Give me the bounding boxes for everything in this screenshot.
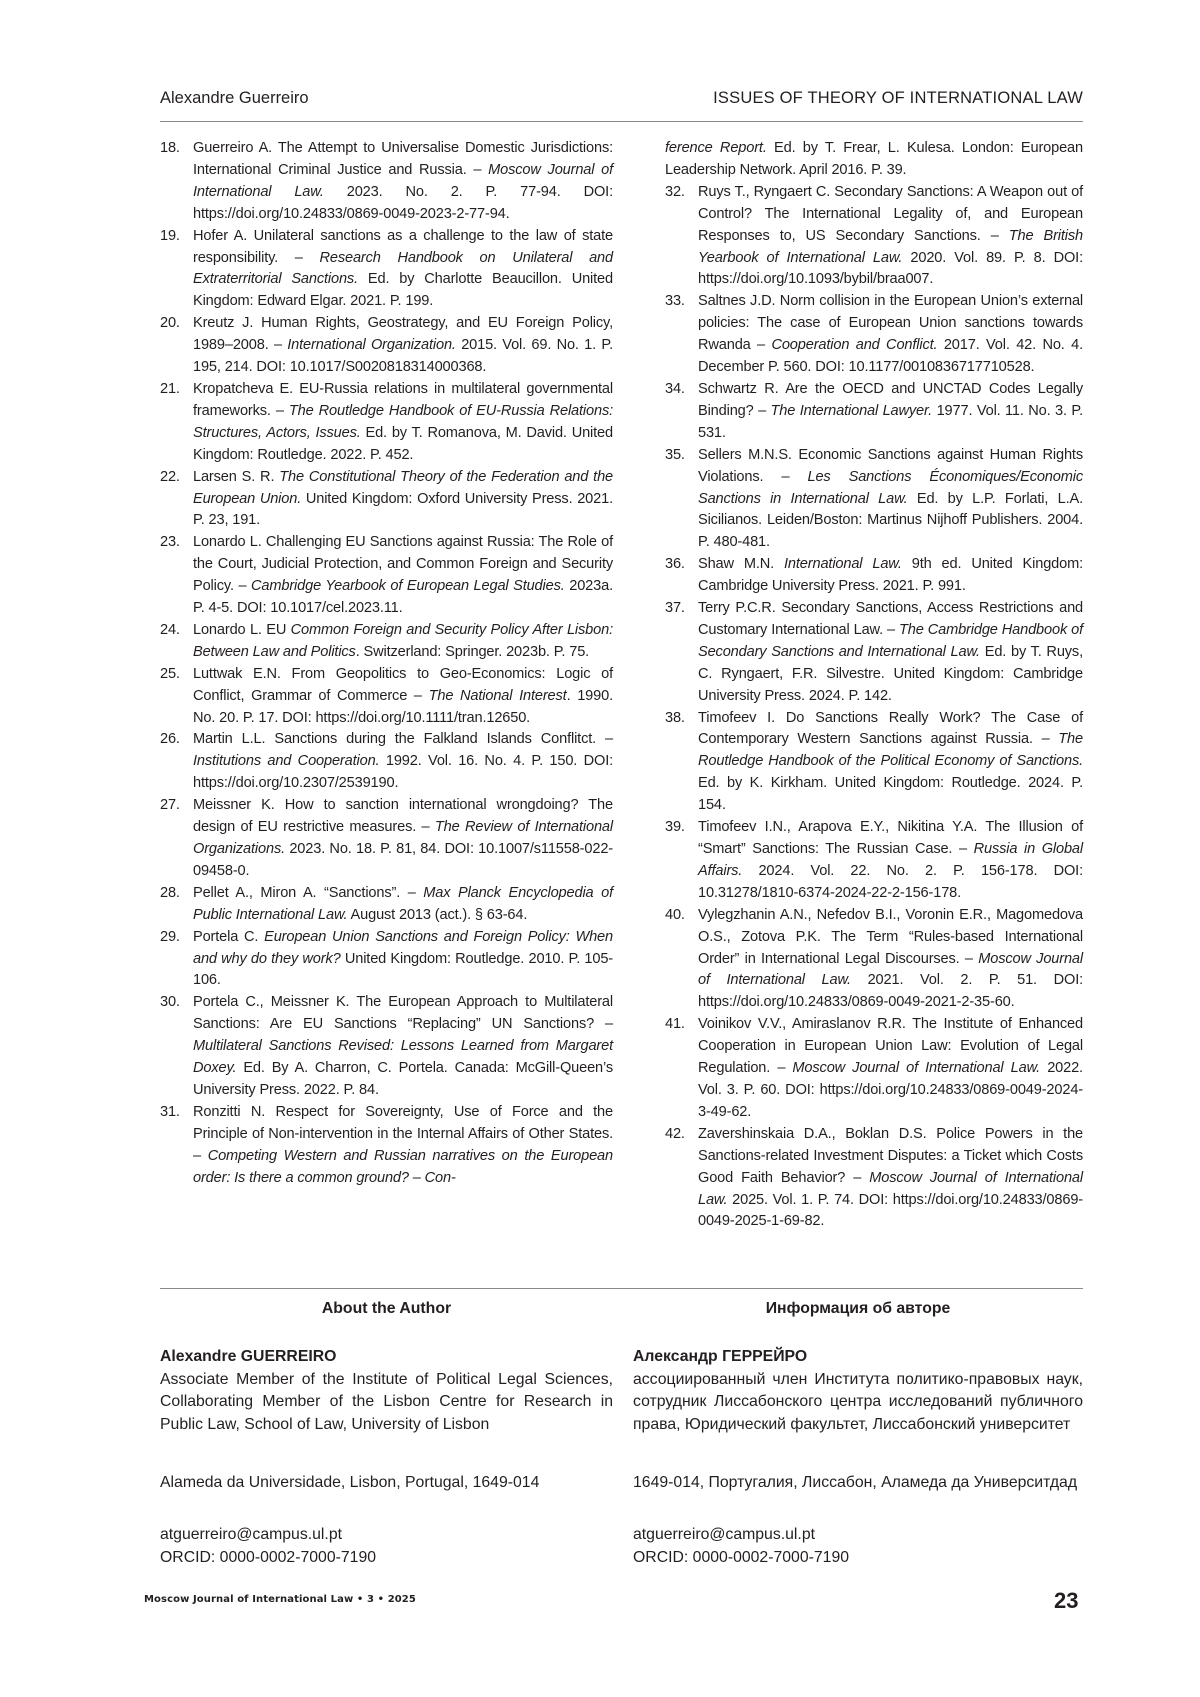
reference-number: 31. <box>160 1103 180 1120</box>
reference-italic-title: Cambridge Yearbook of European Legal Studies. <box>251 578 565 595</box>
reference-item <box>665 554 1083 598</box>
reference-item <box>160 620 613 664</box>
reference-italic-title: European Union Sanctions and Foreign Policy: When and why do they work? <box>193 928 613 967</box>
reference-number: 33. <box>665 293 685 310</box>
reference-text: Hofer A. Unilateral sanctions as a challenge to the law of state responsibility. – <box>193 227 613 266</box>
section-divider <box>160 1288 1083 1289</box>
reference-number: 36. <box>665 556 685 573</box>
reference-item <box>665 1124 1083 1234</box>
reference-item <box>665 291 1083 379</box>
reference-italic-title: The Routledge Handbook of EU-Russia Relations: Structures, Actors, Issues. <box>193 402 614 441</box>
reference-number: 41. <box>665 1016 685 1033</box>
reference-number: 20. <box>160 315 180 332</box>
reference-italic-title: International Organization. <box>287 337 456 354</box>
author-address-ru: 1649-014, Португалия, Лиссабон, Аламеда да Университдад <box>633 1474 1078 1491</box>
about-author-title: About the Author <box>321 1300 452 1317</box>
reference-text: Kreutz J. Human Rights, Geostrategy, and EU Foreign Policy, 1989–2008. – <box>193 315 613 354</box>
author-orcid-ru: ORCID: 0000-0002-7000-7190 <box>633 1549 850 1566</box>
reference-text: Ed. By A. Charron, C. Portela. Canada: McGill-Queen’s University Press. 2022. P. 84. <box>193 1060 613 1098</box>
reference-italic-title: Research Handbook on Unilateral and Extraterritorial Sanctions. <box>193 249 613 288</box>
reference-italic-title: Les Sanctions Économiques/Economic Sanctions in International Law. <box>698 468 1083 507</box>
reference-number: 37. <box>665 600 685 617</box>
reference-text: Ed. by Charlotte Beaucillon. United Kingdom: Edward Elgar. 2021. P. 199. <box>193 271 613 310</box>
reference-italic-title: Competing Western and Russian narratives on the European order: Is there a common ground? – Con- <box>193 1147 613 1186</box>
reference-item <box>665 445 1083 555</box>
reference-item <box>665 598 1083 708</box>
reference-text: 2023. No. 18. P. 81, 84. DOI: 10.1007/s11558-022-09458-0. <box>193 841 613 879</box>
author-orcid: ORCID: 0000-0002-7000-7190 <box>160 1549 377 1566</box>
reference-item <box>160 532 613 620</box>
reference-number: 29. <box>160 928 180 945</box>
reference-text: Portela C., Meissner K. The European Approach to Multilateral Sanctions: Are EU Sanctions “Replacing” UN Sanctions? – <box>193 994 613 1033</box>
reference-text: Guerreiro A. The Attempt to Universalise Domestic Jurisdictions: International Criminal Justice and Russia. – <box>193 140 613 178</box>
reference-text: Lonardo L. EU <box>193 621 291 638</box>
reference-number: 40. <box>665 906 685 923</box>
reference-italic-title: Moscow Journal of International Law. <box>792 1060 1041 1077</box>
reference-text: Larsen S. R. <box>193 468 280 485</box>
reference-italic-title: Moscow Journal of International Law. <box>698 950 1083 989</box>
reference-text: Timofeev I.N., Arapova E.Y., Nikitina Y.A. The Illusion of “Smart” Sanctions: The Russian Case. – <box>698 819 1083 857</box>
reference-item <box>160 138 613 226</box>
reference-number: 24. <box>160 621 180 638</box>
reference-text: 1992. Vol. 16. No. 4. P. 150. DOI: https://doi.org/10.2307/2539190. <box>193 753 614 792</box>
reference-text: Terry P.C.R. Secondary Sanctions, Access Restrictions and Customary International Law. – <box>698 600 1083 638</box>
author-name: Alexandre GUERREIRO <box>160 1348 337 1365</box>
reference-number: 19. <box>160 227 180 244</box>
reference-number: 18. <box>160 140 180 156</box>
reference-number: 39. <box>665 819 685 836</box>
reference-italic-title: The International Lawyer. <box>770 402 933 419</box>
reference-number: 25. <box>160 665 180 682</box>
reference-item <box>665 182 1083 292</box>
reference-text: 2023. No. 2. P. 77-94. DOI: https://doi.org/10.24833/0869-0049-2023-2-77-94. <box>193 183 613 222</box>
reference-text: Portela C. <box>193 928 265 945</box>
reference-text: 1977. Vol. 11. No. 3. P. 531. <box>698 402 1083 441</box>
reference-text: Lonardo L. Challenging EU Sanctions against Russia: The Role of the Court, Judicial Protection, and Common Foreign and Security Policy. – <box>193 534 613 595</box>
reference-text: Meissner K. How to sanction international wrongdoing? The design of EU restrictive measures. – <box>193 797 613 836</box>
reference-text: United Kingdom: Routledge. 2010. P. 105-106. <box>193 950 613 989</box>
reference-text: Ruys T., Ryngaert C. Secondary Sanctions: A Weapon out of Control? The International Legality of, and European Responses to, US Secondary Sanctions. – <box>698 183 1083 244</box>
reference-italic-title: Common Foreign and Security Policy After Lisbon: Between Law and Politics <box>193 621 613 660</box>
reference-item <box>665 1014 1083 1124</box>
reference-item <box>665 817 1083 905</box>
reference-italic-title: Russia in Global Affairs. <box>698 841 1083 879</box>
author-email[interactable]: atguerreiro@campus.ul.pt <box>160 1526 342 1543</box>
reference-text: 2022. Vol. 3. P. 60. DOI: https://doi.org/10.24833/0869-0049-2024-3-49-62. <box>698 1060 1083 1120</box>
author-affiliation-ru: ассоциированный член Института политико-правовых наук, сотрудник Лиссабонского центра исследований публичного права, Юридический факультет, Лиссабонский университет <box>633 1370 1083 1433</box>
reference-item <box>160 226 613 314</box>
reference-text: . Switzerland: Springer. 2023b. P. 75. <box>355 643 590 660</box>
author-affiliation: Associate Member of the Institute of Political Legal Sciences, Collaborating Member of the Lisbon Centre for Research in Public Law, School of Law, University of Lisbon <box>160 1370 613 1433</box>
reference-number: 38. <box>665 709 685 726</box>
reference-italic-title: Moscow Journal of International Law. <box>698 1169 1083 1208</box>
reference-number: 30. <box>160 994 180 1011</box>
reference-text: Shaw M.N. <box>698 556 785 573</box>
reference-text: Ed. by K. Kirkham. United Kingdom: Routledge. 2024. P. 154. <box>698 775 1083 814</box>
reference-italic-title: The Routledge Handbook of the Political Economy of Sanctions. <box>698 731 1083 770</box>
footer-journal-info: Moscow Journal of International Law • 3 • 2025 <box>144 1594 416 1605</box>
reference-number: 35. <box>665 446 685 463</box>
reference-text: United Kingdom: Oxford University Press. 2021. P. 23, 191. <box>193 490 613 529</box>
reference-text: Timofeev I. Do Sanctions Really Work? The Case of Contemporary Western Sanctions against Russia. – <box>698 709 1083 748</box>
reference-text: 2015. Vol. 69. No. 1. P. 195, 214. DOI: 10.1017/S0020818314000368. <box>193 337 613 376</box>
reference-text: Ed. by T. Romanova, M. David. United Kingdom: Routledge. 2022. P. 452. <box>193 424 613 463</box>
reference-italic-title: International Law. <box>784 556 902 573</box>
reference-item <box>665 138 1083 182</box>
author-email-ru[interactable]: atguerreiro@campus.ul.pt <box>633 1526 815 1543</box>
reference-item <box>160 883 613 927</box>
reference-item <box>665 905 1083 1015</box>
reference-text: Ed. by L.P. Forlati, L.A. Sicilianos. Leiden/Boston: Martinus Nijhoff Publishers. 2004. P. 480-481. <box>698 490 1083 551</box>
references-column-left <box>160 138 613 1190</box>
reference-number: 34. <box>665 380 685 397</box>
reference-text: Zavershinskaia D.A., Boklan D.S. Police Powers in the Sanctions-related Investment Disputes: a Ticket which Costs Good Faith Behavior? – <box>698 1125 1083 1186</box>
reference-text: Schwartz R. Are the OECD and UNCTAD Codes Legally Binding? – <box>698 380 1083 419</box>
author-address: Alameda da Universidade, Lisbon, Portugal, 1649-014 <box>160 1474 540 1491</box>
reference-number: 32. <box>665 183 685 200</box>
header-rule <box>160 121 1083 122</box>
reference-item <box>160 729 613 795</box>
header-section-title: ISSUES OF THEORY OF INTERNATIONAL LAW <box>713 89 1083 107</box>
about-author-russian <box>633 1298 1083 1566</box>
reference-item <box>160 1102 613 1190</box>
reference-text: Ronzitti N. Respect for Sovereignty, Use of Force and the Principle of Non-intervention in the Internal Affairs of Other States. – <box>193 1103 613 1164</box>
reference-italic-title: Cooperation and Conflict. <box>771 337 938 354</box>
reference-text: 2023a. P. 4-5. DOI: 10.1017/cel.2023.11. <box>193 578 613 617</box>
references-column-right <box>665 138 1083 1233</box>
reference-item <box>160 467 613 533</box>
reference-italic-title: The Cambridge Handbook of Secondary Sanctions and International Law. <box>698 621 1083 660</box>
reference-text: August 2013 (act.). § 63-64. <box>347 906 528 923</box>
reference-number: 21. <box>160 380 180 397</box>
reference-text: 2017. Vol. 42. No. 4. December P. 560. DOI: 10.1177/0010836717710528. <box>698 337 1083 376</box>
reference-text: Kropatcheva E. EU-Russia relations in multilateral governmental frameworks. – <box>193 380 613 419</box>
reference-text: Martin L.L. Sanctions during the Falkland Islands Conflitct. – <box>193 731 613 748</box>
reference-number: 42. <box>665 1125 685 1142</box>
reference-item <box>160 313 613 379</box>
reference-text: 2025. Vol. 1. P. 74. DOI: https://doi.org/10.24833/0869-0049-2025-1-69-82. <box>698 1191 1083 1230</box>
reference-number: 26. <box>160 731 180 748</box>
reference-text: Sellers M.N.S. Economic Sanctions against Human Rights Violations. – <box>698 446 1083 485</box>
page-number: 23 <box>1054 1588 1079 1613</box>
reference-text: . 1990. No. 20. P. 17. DOI: https://doi.org/10.1111/tran.12650. <box>193 687 613 726</box>
reference-italic-title: Moscow Journal of International Law. <box>193 161 613 200</box>
reference-number: 28. <box>160 884 180 901</box>
reference-italic-title: Multilateral Sanctions Revised: Lessons Learned from Margaret Doxey. <box>193 1038 613 1077</box>
reference-item <box>160 795 613 883</box>
reference-text: Voinikov V.V., Amiraslanov R.R. The Institute of Enhanced Cooperation in European Union Law: Evolution of Legal Regulation. – <box>698 1016 1083 1077</box>
reference-number: 23. <box>160 534 180 551</box>
reference-item <box>665 708 1083 818</box>
reference-text: Ed. by T. Ruys, C. Ryngaert, F.R. Silvestre. United Kingdom: Cambridge University Press. 2024. P. 142. <box>698 643 1083 704</box>
reference-italic-title: The Constitutional Theory of the Federation and the European Union. <box>193 468 614 507</box>
running-header <box>160 89 1083 111</box>
reference-text: 2020. Vol. 89. P. 8. DOI: https://doi.org/10.1093/bybil/braa007. <box>698 249 1083 288</box>
reference-text: Pellet A., Miron A. “Sanctions”. – <box>193 884 424 901</box>
reference-item <box>160 927 613 993</box>
reference-item <box>665 379 1083 445</box>
about-author-title-ru: Информация об авторе <box>765 1300 951 1317</box>
about-author-english <box>160 1298 613 1566</box>
reference-italic-title: The National Interest <box>428 687 567 704</box>
reference-number: 27. <box>160 797 180 814</box>
reference-text: 2021. Vol. 2. P. 51. DOI: https://doi.org/10.24833/0869-0049-2021-2-35-60. <box>698 972 1084 1011</box>
author-name-ru: Александр ГЕРРЕЙРО <box>633 1348 808 1365</box>
reference-italic-title: The Review of International Organizations. <box>193 819 613 857</box>
reference-item <box>160 379 613 467</box>
reference-italic-title: Institutions and Cooperation. <box>193 753 380 770</box>
reference-text: Luttwak E.N. From Geopolitics to Geo-Economics: Logic of Conflict, Grammar of Commerce – <box>193 665 613 704</box>
reference-number: 22. <box>160 468 180 485</box>
reference-text: Saltnes J.D. Norm collision in the European Union’s external policies: The case of European Union sanctions towards Rwanda – <box>698 293 1083 354</box>
header-author: Alexandre Guerreiro <box>160 89 309 107</box>
reference-item <box>160 992 613 1102</box>
reference-item <box>160 664 613 730</box>
reference-text: 9th ed. United Kingdom: Cambridge University Press. 2021. P. 991. <box>698 556 1084 595</box>
reference-text: 2024. Vol. 22. No. 2. P. 156-178. DOI: 10.31278/1810-6374-2024-22-2-156-178. <box>698 862 1083 901</box>
reference-text: Ed. by T. Frear, L. Kulesa. London: European Leadership Network. April 2016. P. 39. <box>665 140 1083 178</box>
reference-italic-title: The British Yearbook of International Law. <box>698 227 1083 266</box>
reference-italic-title: ference Report. <box>665 140 767 156</box>
reference-italic-title: Max Planck Encyclopedia of Public International Law. <box>193 884 613 923</box>
reference-text: Vylegzhanin A.N., Nefedov B.I., Voronin E.R., Magomedova O.S., Zotova P.K. The Term “Rules-based International Order” in International Legal Discourses. – <box>698 906 1083 967</box>
